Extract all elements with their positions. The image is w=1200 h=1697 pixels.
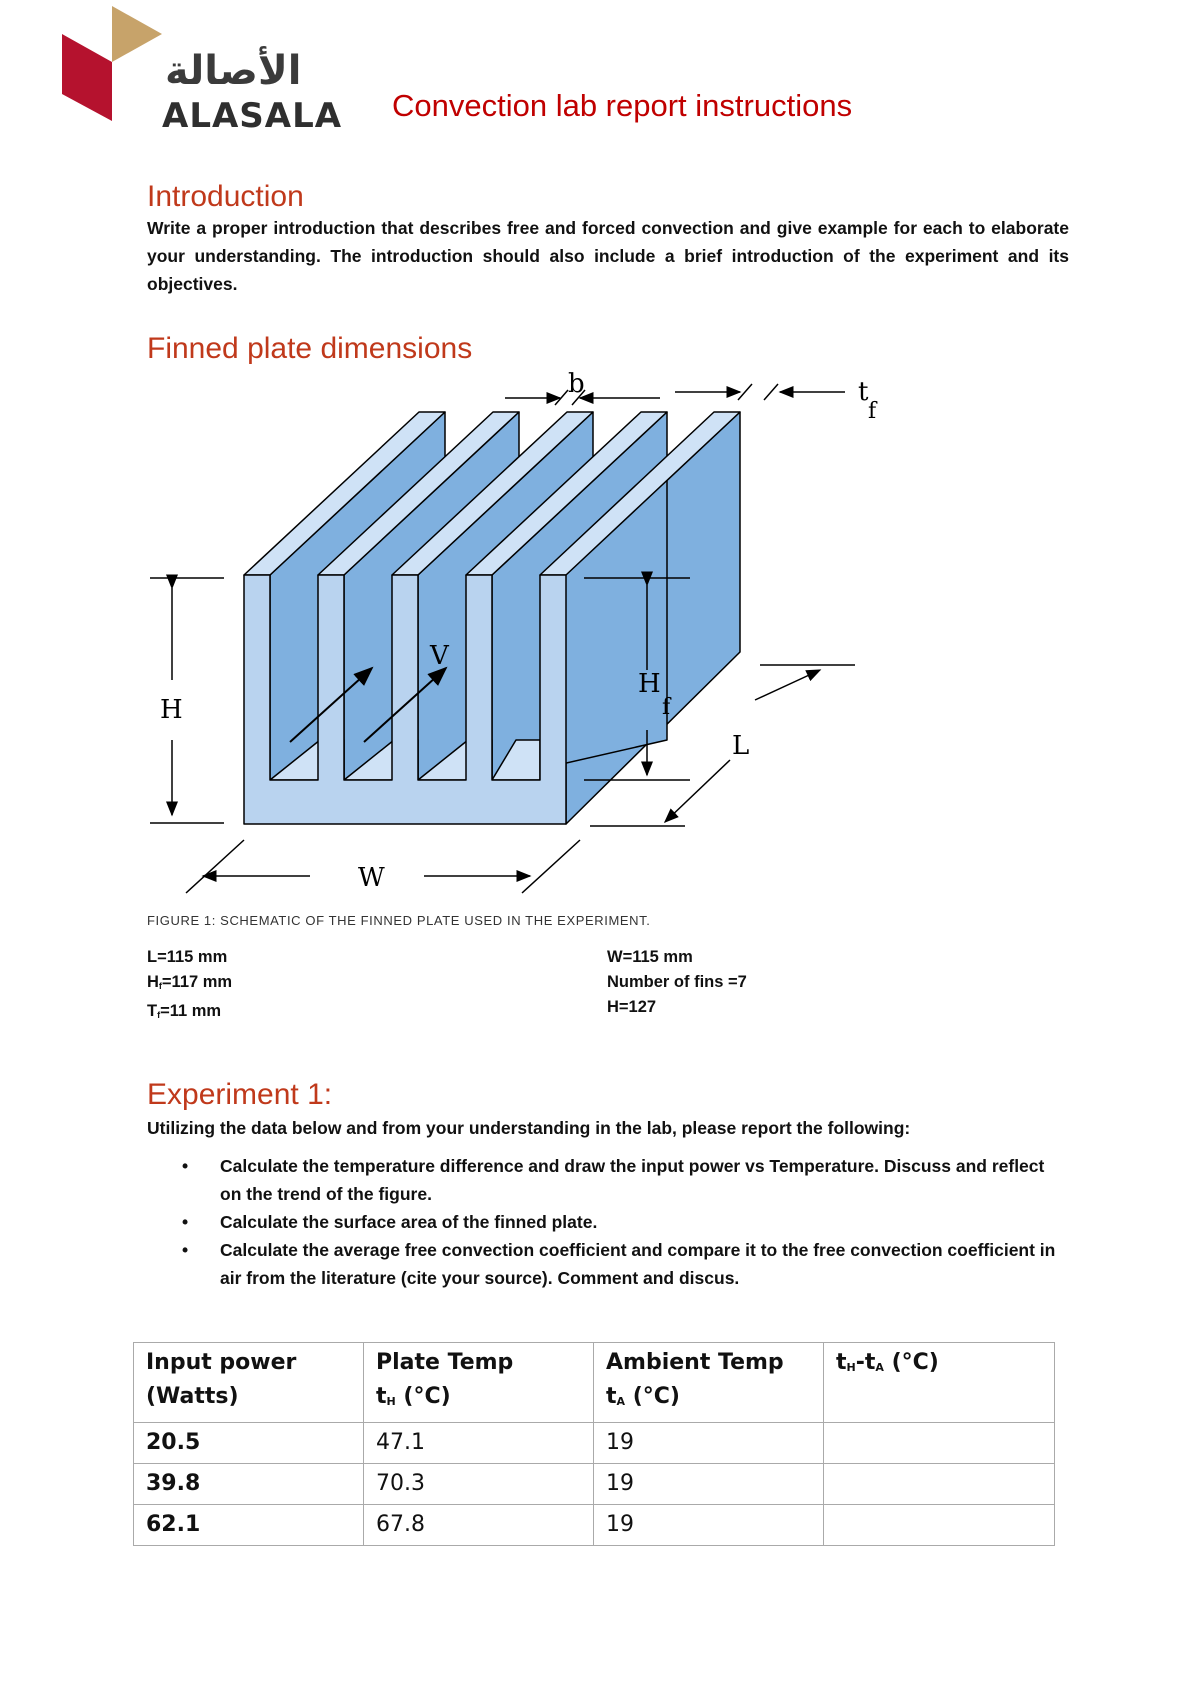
introduction-text: Write a proper introduction that describes free and forced convection and give example for each to elaborate your understanding. The introduction should also include a brief introduction of the experiment and its objectives. (147, 218, 1069, 294)
cell-plate: 67.8 (364, 1505, 594, 1546)
dim-L: L=115 mm (147, 948, 228, 966)
logo-gold-shape (112, 6, 162, 62)
cell-ambient: 19 (594, 1505, 824, 1546)
table-row (134, 1505, 1055, 1546)
dim-H: H=127 (607, 998, 657, 1016)
label-Hf-sub: f (662, 695, 671, 720)
data-table (133, 1342, 1055, 1546)
cell-diff (824, 1505, 1055, 1546)
label-t: t (858, 377, 869, 407)
cell-ambient: 19 (594, 1423, 824, 1464)
cell-ambient: 19 (594, 1464, 824, 1505)
dim-Hf: $H_f=117$ mm (147, 973, 233, 991)
document-title: Convection lab report instructions (392, 88, 853, 123)
experiment1-intro: Utilizing the data below and from your understanding in the lab, please report the following: (147, 1118, 911, 1138)
introduction-heading: Introduction (147, 180, 304, 213)
table-header-row (134, 1343, 1055, 1423)
label-L: L (732, 731, 750, 761)
experiment1-heading: Experiment 1: (147, 1078, 333, 1111)
dim-Tf: $T_f=11$ mm (147, 1002, 222, 1020)
cell-diff (824, 1464, 1055, 1505)
header-temp-diff: $t_H-t_A$ (°C) (824, 1343, 1055, 1423)
list-item: • Calculate the surface area of the finned plate. (182, 1212, 598, 1232)
list-item: • Calculate the temperature difference and draw the input power vs Temperature. Discuss and reflect on the trend of the figure. (182, 1156, 1045, 1204)
dimensions-right (607, 945, 747, 1020)
label-Hf: H (638, 669, 661, 699)
fin-body (244, 412, 740, 824)
header-input-power: Input power (Watts) (134, 1343, 364, 1423)
dim-W: W=115 mm (607, 948, 693, 966)
cell-power: 62.1 (134, 1505, 364, 1546)
finned-plate-heading: Finned plate dimensions (147, 332, 473, 365)
list-item: • Calculate the average free convection coefficient and compare it to the free convection coefficient in air from the literature (cite your source). Comment and discus. (182, 1240, 1056, 1288)
label-tf-sub: f (868, 399, 877, 424)
label-b: b (568, 369, 585, 399)
table-row (134, 1464, 1055, 1505)
finned-plate-figure (140, 368, 877, 908)
header-ambient-temp: Ambient Temp $t_A$ (°C) (594, 1343, 824, 1423)
dim-fins: Number of fins =7 (607, 973, 747, 991)
brand-english: ALASALA (162, 96, 343, 136)
label-V: V (430, 641, 449, 671)
dimensions-left (147, 945, 232, 1028)
header-plate-temp: Plate Temp $t_H$ (°C) (364, 1343, 594, 1423)
cell-plate: 70.3 (364, 1464, 594, 1505)
cell-plate: 47.1 (364, 1423, 594, 1464)
label-H: H (160, 695, 183, 725)
experiment1-bullets (182, 1152, 1062, 1292)
cell-diff (824, 1423, 1055, 1464)
figure-caption: FIGURE 1: SCHEMATIC OF THE FINNED PLATE USED IN THE EXPERIMENT. (147, 913, 651, 928)
cell-power: 39.8 (134, 1464, 364, 1505)
cell-power: 20.5 (134, 1423, 364, 1464)
table-row (134, 1423, 1055, 1464)
label-W: W (358, 863, 385, 893)
brand-arabic: الأصالة (165, 48, 302, 94)
